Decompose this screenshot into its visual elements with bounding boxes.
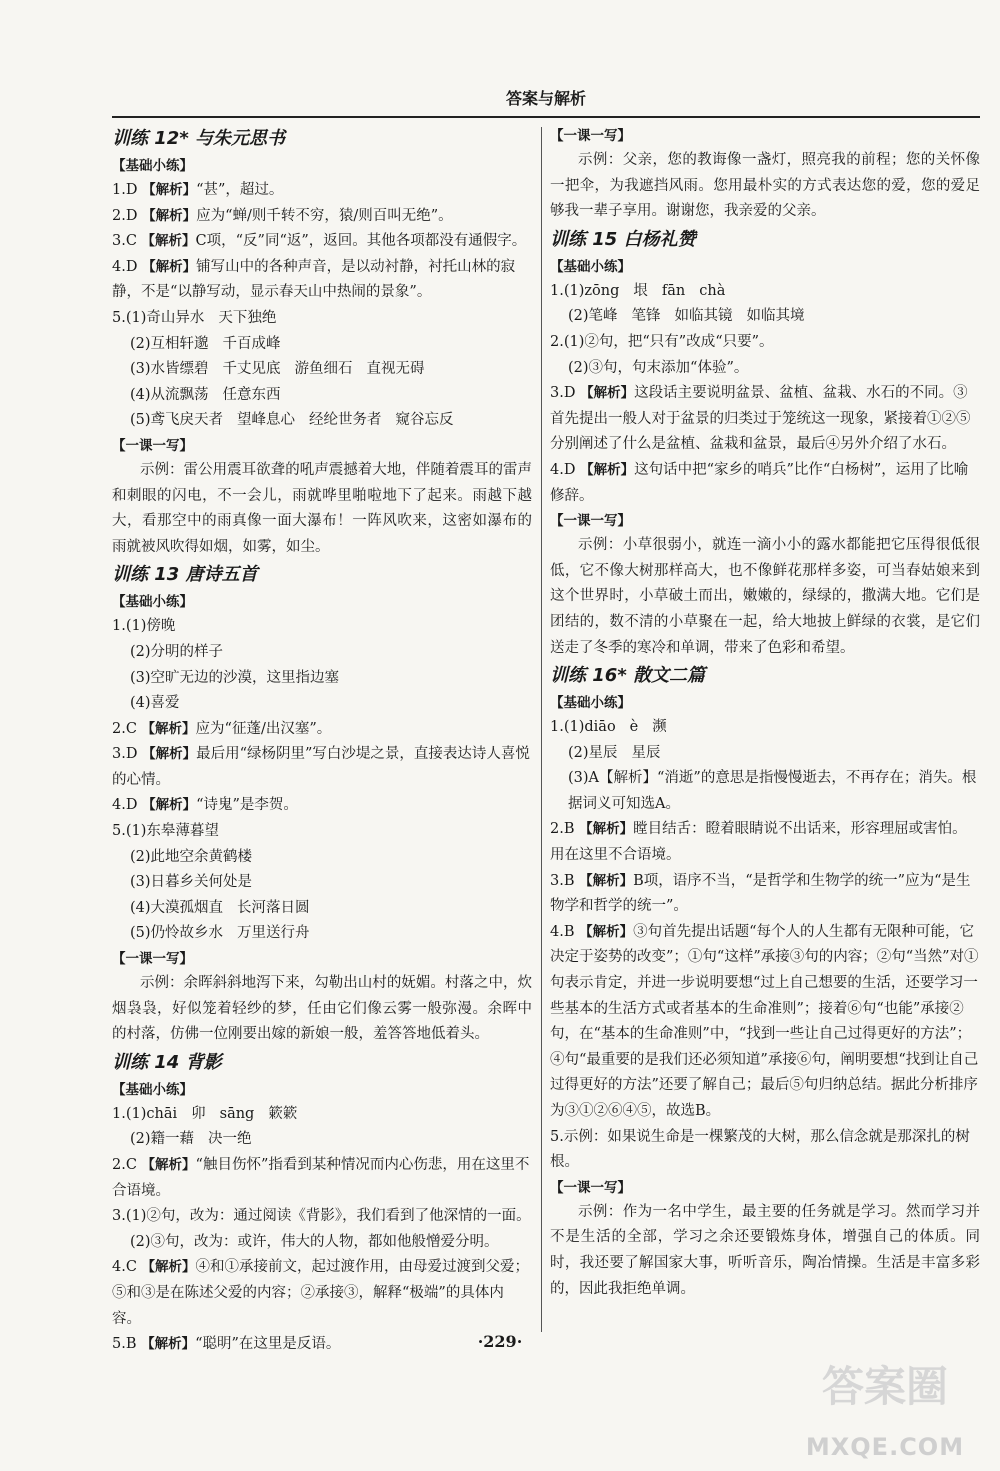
answer-line: [550, 304, 980, 330]
analysis-tag: 【解析】: [142, 182, 197, 198]
answer-number: 2.C: [112, 720, 137, 737]
answer-line: [550, 715, 980, 741]
answer-number: 4.B: [550, 923, 575, 940]
answer-part: (3)空旷无边的沙漠，这里指边塞: [130, 669, 340, 686]
watermark-logo: 答案圈: [821, 1362, 948, 1411]
answer-number: 1.D: [112, 182, 138, 198]
answer-part: (4)大漠孤烟直: [130, 899, 224, 916]
answer-line: [112, 383, 532, 409]
subsection-heading: 【一课一写】: [550, 513, 631, 530]
answer-number: 4.D: [550, 461, 576, 478]
answer-part: 望峰息心: [237, 412, 296, 429]
answer-part: (3)水皆缥碧: [130, 361, 209, 378]
answer-part: (4)从流飘荡: [130, 386, 209, 403]
answer-item: [550, 817, 980, 868]
answer-line: [112, 896, 532, 922]
writing-sample: 示例：余晖斜斜地泻下来，勾勒出山村的妩媚。村落之中，炊烟袅袅，好似笼着轻纱的梦，任由它们像云雾一般弥漫。余晖中的村落，仿佛一位刚要出嫁的新娘一般，羞答答地低着头。: [112, 975, 532, 1043]
answer-part: 笔锋: [631, 308, 661, 325]
left-column: [112, 124, 532, 1358]
answer-part: 垠: [633, 282, 648, 299]
answer-part: 如临其境: [746, 308, 805, 325]
analysis-tag: 【解析】: [579, 923, 634, 940]
section-title: 训练 16* 散文二篇: [550, 665, 705, 687]
subsection-heading: 【基础小练】: [550, 258, 631, 275]
analysis-tag: 【解析】: [579, 872, 634, 889]
subsection-heading: 【基础小练】: [112, 594, 193, 611]
analysis-tag: 【解析】: [142, 797, 197, 814]
answer-text: C项，“反”同“返”，返回。其他各项都没有通假字。: [195, 233, 527, 250]
answer-item: [112, 793, 532, 819]
answer-line: [112, 640, 532, 666]
answer-part: (2)笔峰: [568, 308, 618, 325]
answer-text: “触目伤怀”指看到某种情况而内心伤悲，用在这里不合语境。: [112, 1157, 530, 1199]
writing-sample: 示例：父亲，您的教诲像一盏灯，照亮我的前程；您的关怀像一把伞，为我遮挡风雨。您用最朴实的方式表达您的爱，您的爱足够我一辈子享用。谢谢您，我亲爱的父亲。: [550, 152, 980, 220]
answer-line: [550, 766, 980, 817]
answer-number: 2.B: [550, 821, 575, 838]
answer-part: 窥谷忘反: [395, 412, 454, 429]
answer-line: [112, 666, 532, 692]
section-title: 训练 15 白杨礼赞: [550, 228, 696, 250]
answer-part: 簌簌: [268, 1105, 298, 1122]
subsection-heading: 【一课一写】: [112, 437, 193, 454]
answer-part: è: [629, 719, 639, 736]
analysis-tag: 【解析】: [580, 385, 635, 402]
subsection-heading: 【一课一写】: [550, 1179, 631, 1196]
answer-line: [112, 357, 532, 383]
analysis-tag: 【解析】: [579, 821, 634, 838]
answer-part: 5.(1)东皋薄暮望: [112, 823, 219, 840]
answer-part: chà: [699, 282, 726, 299]
subsection-heading: 【基础小练】: [550, 695, 631, 712]
answer-line: [550, 741, 980, 767]
watermark-site: MXQE.COM: [805, 1433, 965, 1461]
answer-item: [550, 920, 980, 1125]
answer-line: [550, 1125, 980, 1176]
answer-line: [112, 819, 532, 845]
answer-part: 濒: [652, 719, 667, 736]
writing-sample: 示例：雷公用震耳欲聋的吼声震撼着大地，伴随着震耳的雷声和刺眼的闪电，不一会儿，雨就哗里啪啦地下了起来。雨越下越大，看那空中的雨真像一面大瀑布！一阵风吹来，这密如瀑布的雨就被风吹得如烟，如雾，如尘。: [112, 461, 532, 555]
answer-part: 任意东西: [222, 386, 281, 403]
subsection-heading: 【基础小练】: [112, 1081, 193, 1098]
answer-part: sāng: [219, 1105, 255, 1122]
answer-part: (2)③句，改为：或许，伟大的人物，都如他般憎爱分明。: [130, 1233, 499, 1250]
watermark: [800, 1356, 970, 1461]
answer-part: 1.(1)diāo: [550, 719, 616, 736]
answer-part: 5.示例：如果说生命是一棵繁茂的大树，那么信念就是那深扎的树根。: [550, 1128, 970, 1171]
answer-number: 2.D: [112, 207, 138, 224]
analysis-tag: 【解析】: [141, 1259, 196, 1276]
answer-line: [112, 870, 532, 896]
analysis-tag: 【解析】: [141, 1336, 196, 1353]
answer-part: (2)籍一藉: [130, 1131, 195, 1148]
answer-part: 5.(1)奇山异水: [112, 309, 205, 326]
answer-part: 1.(1)zōng: [550, 282, 620, 299]
answer-part: (2)③句，句末添加“体验”。: [568, 359, 749, 376]
answer-number: 4.C: [112, 1259, 137, 1276]
answer-part: (3)A【解析】“消逝”的意思是指慢慢逝去，不再存在；消失。根据词义可知选A。: [568, 770, 977, 812]
answer-text: 铺写山中的各种声音，是以动衬静，衬托山林的寂静，不是“以静写动，显示春天山中热闹的景象”。: [112, 258, 516, 301]
answer-part: 1.(1)chāi: [112, 1105, 178, 1122]
answer-number: 4.D: [112, 258, 138, 275]
answer-item: [112, 1255, 532, 1332]
answer-item: [112, 742, 532, 793]
answer-part: (2)分明的样子: [130, 643, 224, 660]
answer-part: 1.(1)傍晚: [112, 618, 176, 635]
answer-part: 决一绝: [208, 1131, 252, 1148]
answer-text: 应为“征蓬/出汉塞”。: [195, 720, 332, 737]
subsection-heading: 【一课一写】: [550, 128, 631, 144]
answer-item: [112, 1153, 532, 1204]
answer-text: ③句首先提出话题“每个人的人生都有无限种可能，它决定于姿势的改变”；①句“这样”承接③句的内容；②句“当然”对①句表示肯定，并进一步说明要想“过上自己想要的生活，还要学习一些基本的生活方式或者基本的生命准则”；接着⑥句“也能”承接②句，在“基本的生命准则”中，“找到一些让自己过得更好的方法”；④句“最重要的是我们还必须知道”承接⑥句，阐明要想“找到让自己过得更好的方法”还要了解自己；最后⑤句归纳总结。据此分析排序为③①②⑥④⑤，故选B。: [550, 923, 979, 1119]
analysis-tag: 【解析】: [141, 720, 196, 737]
answer-line: [112, 332, 532, 358]
subsection-heading: 【一课一写】: [112, 951, 193, 968]
answer-part: (5)鸢飞戾天者: [130, 412, 224, 429]
page-header: 答案与解析: [505, 89, 586, 108]
analysis-tag: 【解析】: [141, 233, 196, 250]
writing-sample: 示例：小草很弱小，就连一滴小小的露水都能把它压得很低很低，它不像大树那样高大，也不像鲜花那样多姿，可当春姑娘来到这个世界时，小草破土而出，嫩嫩的，绿绿的，撒满大地。它们是团结的，数不清的小草聚在一起，给大地披上鲜绿的衣裳，是它们送走了冬季的寒冷和单调，带来了色彩和希望。: [550, 537, 980, 656]
header-rule: [112, 116, 980, 118]
answer-item: [550, 869, 980, 920]
analysis-tag: 【解析】: [142, 746, 197, 763]
answer-number: 3.B: [550, 872, 575, 889]
answer-text: B项，语序不当，“是哲学和生物学的统一”应为“是生物学和哲学的统一”。: [550, 872, 971, 915]
answer-line: [112, 1204, 532, 1230]
analysis-tag: 【解析】: [141, 1157, 196, 1173]
answer-part: 千百成峰: [222, 335, 281, 352]
answer-line: [550, 330, 980, 356]
answer-text: 最后用“绿杨阴里”写白沙堤之景，直接表达诗人喜悦的心情。: [112, 746, 530, 788]
answer-part: 卯: [191, 1105, 206, 1122]
answer-part: (3)日暮乡关何处是: [130, 874, 253, 891]
answer-line: [550, 356, 980, 382]
answer-text: “甚”，超过。: [196, 182, 284, 198]
answer-part: (2)星辰: [568, 744, 618, 761]
answer-line: [112, 408, 532, 434]
section-title: 训练 14 背影: [112, 1051, 222, 1073]
answer-item: [112, 717, 532, 743]
answer-part: 千丈见底: [222, 361, 281, 378]
analysis-tag: 【解析】: [142, 258, 197, 275]
page-number: ·229·: [477, 1332, 523, 1351]
section-title: 训练 13 唐诗五首: [112, 564, 258, 586]
answer-text: “诗鬼”是李贺。: [196, 797, 298, 814]
answer-line: [112, 1230, 532, 1256]
answer-part: fān: [661, 282, 686, 299]
answer-part: 万里送行舟: [237, 925, 310, 942]
analysis-tag: 【解析】: [142, 207, 197, 224]
answer-part: 如临其镜: [674, 308, 733, 325]
answer-line: [112, 1127, 532, 1153]
answer-item: [550, 458, 980, 509]
answer-number: 3.C: [112, 233, 137, 250]
answer-part: (2)互相轩邈: [130, 335, 209, 352]
answer-part: 游鱼细石: [294, 361, 353, 378]
right-column: [550, 124, 980, 1302]
answer-part: (5)仍怜故乡水: [130, 925, 224, 942]
answer-part: 长河落日圆: [237, 899, 310, 916]
answer-number: 3.D: [550, 385, 576, 402]
answer-text: 这句话中把“家乡的哨兵”比作“白杨树”，运用了比喻修辞。: [550, 461, 969, 504]
answer-line: [112, 921, 532, 947]
answer-number: 2.C: [112, 1157, 137, 1173]
answer-part: 直视无碍: [366, 361, 425, 378]
answer-line: [112, 691, 532, 717]
answer-number: 4.D: [112, 797, 138, 814]
section-title: 训练 12* 与朱元思书: [112, 128, 285, 149]
answer-text: ④和①承接前文，起过渡作用，由母爱过渡到父爱；⑤和③是在陈述父爱的内容；②承接③，解释“极端”的具体内容。: [112, 1259, 530, 1327]
column-divider: [541, 127, 542, 1332]
answer-number: 3.D: [112, 746, 138, 763]
answer-line: [112, 845, 532, 871]
writing-sample: 示例：作为一名中学生，最主要的任务就是学习。然而学习并不是生活的全部，学习之余还要锻炼身体，增强自己的体质。同时，我还要了解国家大事，听听音乐，陶冶情操。生活是丰富多彩的，因此我拒绝单调。: [550, 1203, 980, 1297]
answer-item: [112, 178, 532, 204]
answer-item: [112, 229, 532, 255]
answer-part: 天下独绝: [218, 309, 277, 326]
answer-part: 星辰: [631, 744, 661, 761]
answer-text: 应为“蝉/则千转不穷，猿/则百叫无绝”。: [196, 207, 453, 224]
answer-item: [112, 255, 532, 306]
answer-part: (4)喜爱: [130, 695, 180, 712]
answer-line: [112, 1102, 532, 1128]
answer-part: 2.(1)②句，把“只有”改成“只要”。: [550, 333, 774, 350]
answer-line: [550, 279, 980, 305]
answer-line: [112, 306, 532, 332]
answer-text: “聪明”在这里是反语。: [195, 1336, 341, 1353]
answer-item: [112, 204, 532, 230]
answer-text: 这段话主要说明盆景、盆植、盆栽、水石的不同。③首先提出一般人对于盆景的归类过于笼统这一现象，紧接着①②⑤分别阐述了什么是盆植、盆栽和盆景，最后④另外介绍了水石。: [550, 385, 971, 453]
answer-line: [112, 614, 532, 640]
answer-part: 经纶世务者: [309, 412, 382, 429]
answer-part: 3.(1)②句，改为：通过阅读《背影》，我们看到了他深情的一面。: [112, 1208, 531, 1225]
answer-item: [550, 381, 980, 458]
analysis-tag: 【解析】: [580, 461, 635, 478]
answer-text: 瞠目结舌：瞪着眼睛说不出话来，形容理屈或害怕。用在这里不合语境。: [550, 821, 967, 864]
subsection-heading: 【基础小练】: [112, 158, 193, 174]
answer-number: 5.B: [112, 1336, 137, 1353]
answer-part: (2)此地空余黄鹤楼: [130, 848, 253, 865]
